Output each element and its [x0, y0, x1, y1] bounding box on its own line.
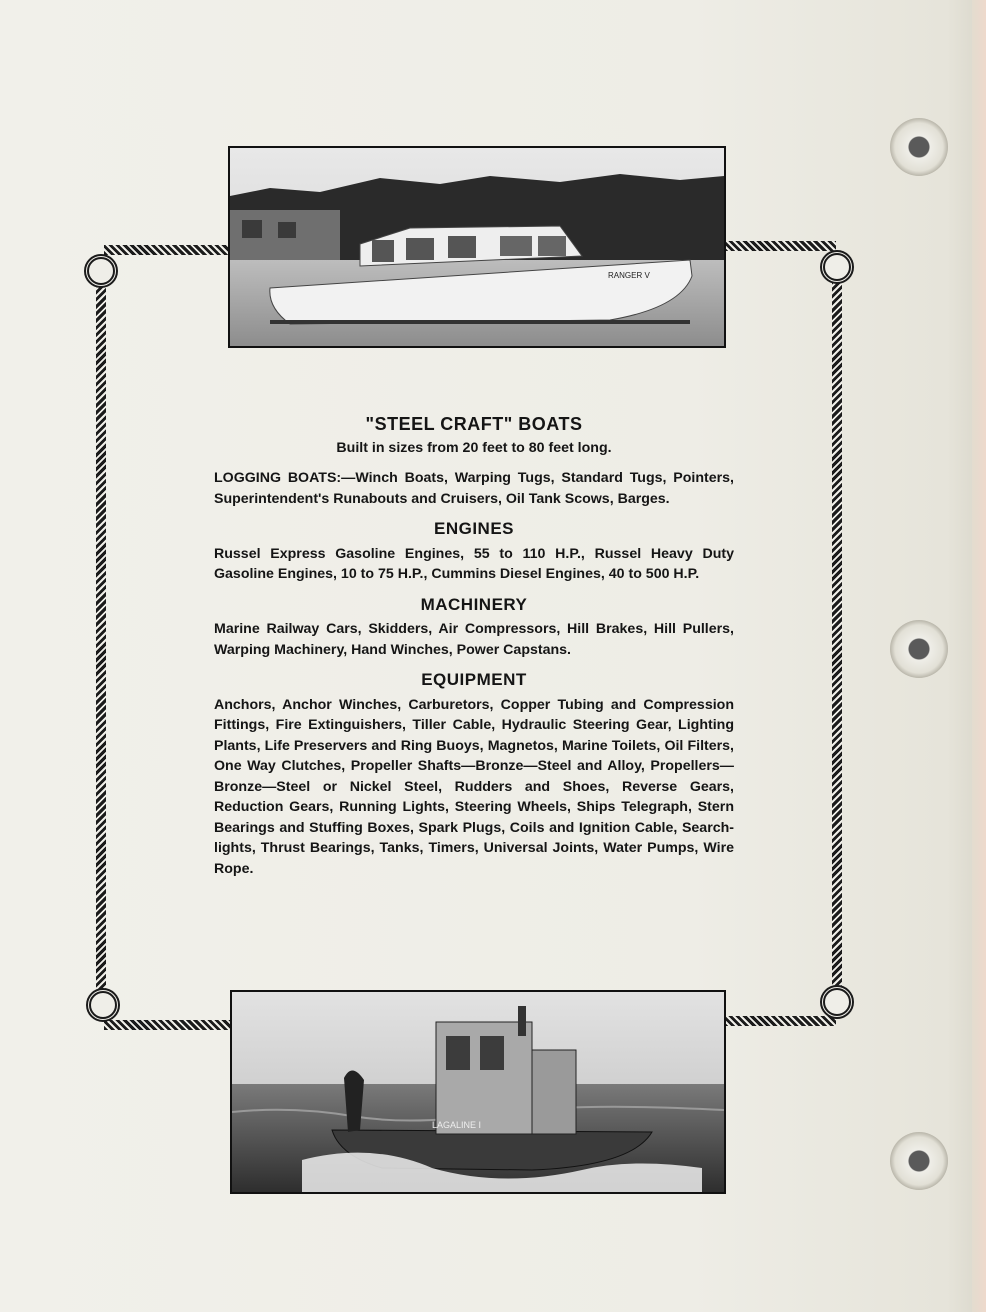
binder-hole-top	[890, 118, 948, 176]
rope-knot-bottom-left	[86, 988, 120, 1022]
rope-border-bottom-right	[724, 1016, 836, 1026]
logging-boats-text: LOGGING BOATS:—Winch Boats, Warping Tugs, Standard Tugs, Pointers, Superintendent's Runabouts and Cruisers, Oil Tank Scows, Barges.	[214, 470, 734, 507]
binder-hole-middle	[890, 620, 948, 678]
cabin-cruiser-image	[230, 148, 724, 346]
engines-heading: ENGINES	[433, 519, 515, 538]
rope-border-top-right	[724, 241, 836, 251]
photo-tug-boat	[230, 990, 726, 1194]
equipment-text: Anchors, Anchor Winches, Carburetors, Copper Tubing and Compression Fittings, Fire Extinguishers, Tiller Cable, Hydraulic Steering Gear, Lighting Plants, Life Preservers and Ring Buoys, Magnetos, Marine Toilets, Oil Filters, One Way Clutches, Propeller Shafts—Bronze—Steel and Alloy, Propellers—Bronze—Steel or Nickel Steel, Rudders and Shoes, Reverse Gears, Reduction Gears, Running Lights, Steering Wheels, Ships Telegraph, Stern Bearings and Stuffing Boxes, Spark Plugs, Coils and Ignition Cable, Search-lights, Thrust Bearings, Tanks, Timers, Universal Joints, Water Pumps, Wire Rope.	[214, 696, 734, 877]
page-subtitle: Built in sizes from 20 feet to 80 feet long.	[336, 439, 612, 456]
boat-name-ranger: RANGER V	[608, 271, 650, 280]
page-edge	[972, 0, 986, 1312]
rope-border-right	[832, 276, 842, 996]
machinery-heading: MACHINERY	[420, 594, 528, 614]
engines-text: Russel Express Gasoline Engines, 55 to 110 H.P., Russel Heavy Duty Gasoline Engines, 10 to 75 H.P., Cummins Diesel Engines, 40 to 500 H.P.	[214, 545, 734, 582]
boat-name-tug: LAGALINE I	[432, 1120, 482, 1130]
machinery-text: Marine Railway Cars, Skidders, Air Compressors, Hill Brakes, Hill Pullers, Warping Machinery, Hand Winches, Power Capstans.	[214, 621, 734, 658]
page-title: "STEEL CRAFT" BOATS	[365, 414, 583, 434]
rope-border-left	[96, 280, 106, 992]
photo-cabin-cruiser	[228, 146, 726, 348]
rope-border-bottom-left	[104, 1020, 230, 1030]
content-block	[214, 414, 734, 879]
rope-knot-top-right	[820, 250, 854, 284]
equipment-heading: EQUIPMENT	[421, 670, 527, 689]
rope-knot-bottom-right	[820, 985, 854, 1019]
rope-border-top-left	[104, 245, 228, 255]
binder-hole-bottom	[890, 1132, 948, 1190]
tug-boat-image	[232, 992, 724, 1192]
rope-knot-top-left	[84, 254, 118, 288]
